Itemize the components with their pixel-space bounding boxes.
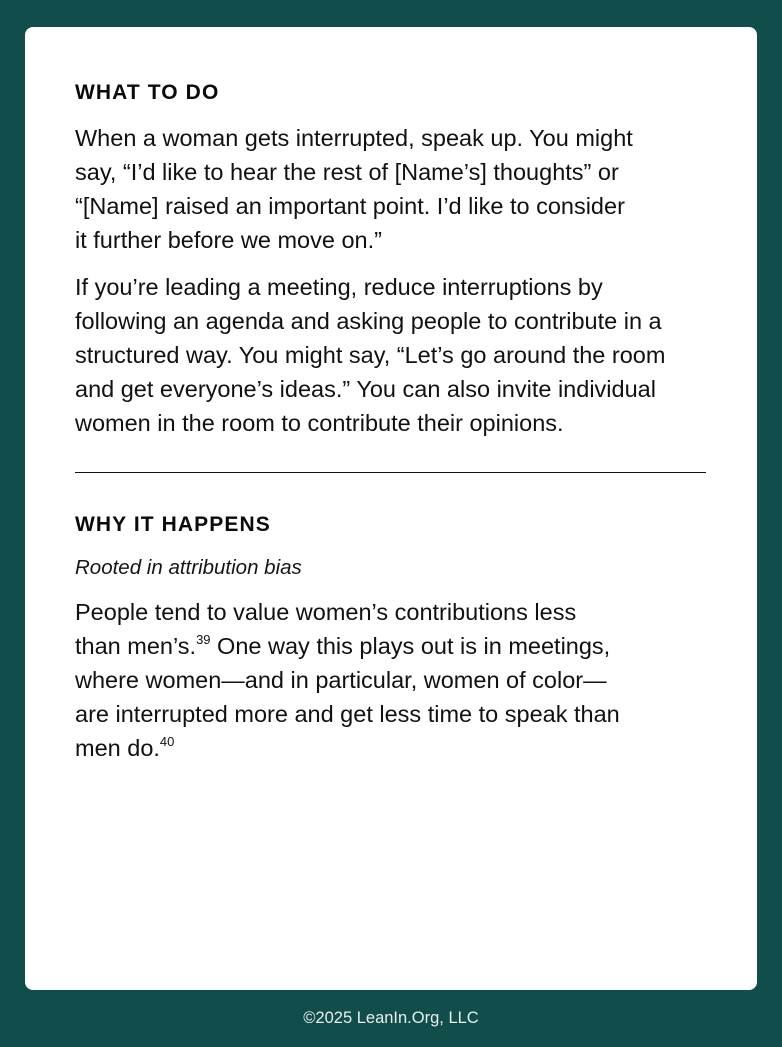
what-to-do-paragraph-1 — [75, 121, 633, 257]
why-it-happens-subtitle: Rooted in attribution bias — [75, 556, 302, 579]
footnote-marker: 40 — [159, 734, 175, 749]
text-line: say, “I’d like to hear the rest of [Name’s] thoughts” or — [75, 159, 619, 185]
text-line: where women—and in particular, women of color— — [75, 667, 607, 693]
what-to-do-heading: WHAT TO DO — [75, 81, 220, 104]
content-card — [25, 27, 757, 990]
text-line: following an agenda and asking people to contribute in a — [75, 308, 662, 334]
text-line: it further before we move on.” — [75, 227, 382, 253]
footnote-marker: 39 — [196, 632, 211, 647]
text-segment: One way this plays out is in meetings, — [210, 633, 611, 659]
why-it-happens-heading: WHY IT HAPPENS — [75, 513, 271, 536]
what-to-do-paragraph-2 — [75, 270, 665, 440]
text-line: When a woman gets interrupted, speak up. You might — [75, 125, 633, 151]
text-segment: men do. — [75, 735, 160, 761]
text-line: and get everyone’s ideas.” You can also invite individual — [75, 376, 656, 402]
text-line: If you’re leading a meeting, reduce interruptions by — [75, 274, 603, 300]
text-line: structured way. You might say, “Let’s go around the room — [75, 342, 666, 368]
text-segment: than men’s. — [75, 633, 197, 659]
why-it-happens-paragraph — [75, 595, 620, 765]
text-line: women in the room to contribute their opinions. — [75, 410, 564, 436]
text-line: “[Name] raised an important point. I’d like to consider — [75, 193, 625, 219]
text-line: People tend to value women’s contributions less — [75, 599, 577, 625]
text-line: are interrupted more and get less time to speak than — [75, 701, 620, 727]
section-divider — [75, 472, 706, 473]
text-line — [75, 731, 620, 765]
copyright-footer: ©2025 LeanIn.Org, LLC — [303, 1009, 479, 1027]
text-line — [75, 629, 620, 663]
